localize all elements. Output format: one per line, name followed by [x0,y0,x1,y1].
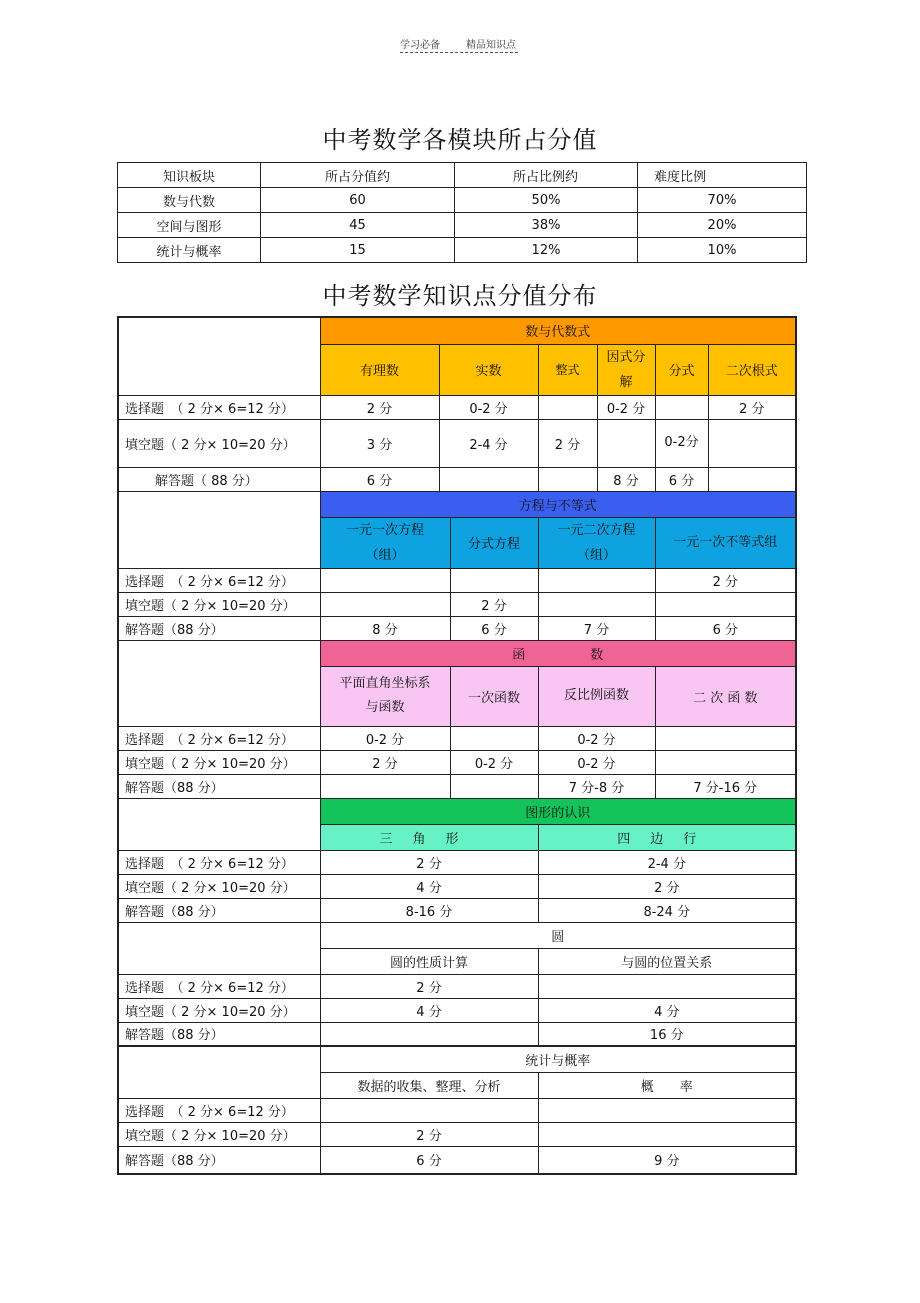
subtopic-cell: 整式 [538,344,597,395]
table-cell: 20% [638,213,807,238]
answer-row [118,616,796,640]
subtopic-cell: 分式方程 [450,517,538,568]
score-cell: 4 分 [538,998,796,1022]
subtopic-cell: 分式 [655,344,708,395]
choice-row [118,726,796,750]
table-cell: 统计与概率 [118,238,261,263]
score-cell: 8 分 [320,616,450,640]
header-cell: 知识板块 [118,163,261,188]
score-cell [538,467,597,491]
subtopic-cell: 圆的性质计算 [320,948,538,974]
row-label-answer: 解答题（88 分） [118,1022,320,1046]
section-title-circle: 圆 [320,922,796,948]
score-cell [655,592,796,616]
score-cell [320,592,450,616]
table-cell: 50% [455,188,638,213]
score-cell: 2 分 [538,874,796,898]
score-cell: 2 分 [320,750,450,774]
section-title-shapes: 图形的认识 [320,798,796,824]
row-label-choice: 选择题 （ 2 分× 6=12 分） [118,568,320,592]
row-label-fill: 填空题（ 2 分× 10=20 分） [118,1122,320,1146]
fill-row [118,592,796,616]
fill-row [118,419,796,467]
table-header-row [118,163,807,188]
score-cell: 8-24 分 [538,898,796,922]
row-label-choice: 选择题 （ 2 分× 6=12 分） [118,1098,320,1122]
score-cell: 2 分 [655,568,796,592]
subtopic-cell: 因式分解 [597,344,655,395]
section-header-row [118,491,796,517]
row-label-choice: 选择题 （ 2 分× 6=12 分） [118,726,320,750]
score-cell: 4 分 [320,998,538,1022]
row-label-answer: 解答题（88 分） [118,898,320,922]
table-cell: 15 [261,238,455,263]
module-score-table [117,162,807,263]
row-label-answer: 解答题（88 分） [118,616,320,640]
score-cell: 9 分 [538,1146,796,1174]
score-cell: 2 分 [708,395,796,419]
row-label-fill: 填空题（ 2 分× 10=20 分） [118,419,320,467]
score-cell [538,974,796,998]
table-cell: 38% [455,213,638,238]
header-divider [400,52,518,53]
score-cell: 0-2 分 [538,750,655,774]
score-cell [450,726,538,750]
score-cell: 6 分 [655,467,708,491]
blank-cell [118,922,320,974]
score-cell [439,467,538,491]
blank-cell [118,1046,320,1098]
table-cell: 60 [261,188,455,213]
score-cell [450,568,538,592]
subtopic-cell: 一次函数 [450,666,538,726]
row-label-answer: 解答题（88 分） [118,1146,320,1174]
score-cell: 2-4 分 [439,419,538,467]
row-label-fill: 填空题（ 2 分× 10=20 分） [118,750,320,774]
row-label-choice: 选择题 （ 2 分× 6=12 分） [118,395,320,419]
score-cell [538,1098,796,1122]
score-cell [538,592,655,616]
choice-row [118,395,796,419]
subtopic-cell: 二 次 函 数 [655,666,796,726]
subtopic-cell: 平面直角坐标系与函数 [320,666,450,726]
table-cell: 70% [638,188,807,213]
subtopic-cell: 一元一次不等式组 [655,517,796,568]
score-cell [597,419,655,467]
title-knowledge-distribution: 中考数学知识点分值分布 [322,282,598,310]
section-title-equations: 方程与不等式 [320,491,796,517]
score-cell [320,568,450,592]
page-header [400,36,518,51]
subtopic-cell: 四边行 [538,824,796,850]
fill-row [118,750,796,774]
score-cell: 0-2 分 [450,750,538,774]
score-cell: 7 分-16 分 [655,774,796,798]
knowledge-distribution-table [117,316,797,1175]
table-row [118,238,807,263]
table-row [118,213,807,238]
score-cell: 2 分 [320,395,439,419]
score-cell: 6 分 [320,467,439,491]
fill-row [118,874,796,898]
score-cell: 2 分 [320,1122,538,1146]
row-label-choice: 选择题 （ 2 分× 6=12 分） [118,850,320,874]
score-cell [708,419,796,467]
score-cell: 3 分 [320,419,439,467]
header-left: 学习必备 [400,40,440,51]
fill-row [118,1122,796,1146]
row-label-fill: 填空题（ 2 分× 10=20 分） [118,874,320,898]
fill-row [118,998,796,1022]
header-cell: 所占比例约 [455,163,638,188]
score-cell [320,1022,538,1046]
choice-row [118,568,796,592]
answer-row [118,467,796,491]
section-title-functions: 函 数 [320,640,796,666]
subtopic-cell: 一元一次方程（组） [320,517,450,568]
score-cell: 8-16 分 [320,898,538,922]
row-label-answer: 解答题（88 分） [118,774,320,798]
subtopic-cell: 数据的收集、整理、分析 [320,1072,538,1098]
score-cell: 4 分 [320,874,538,898]
score-cell [655,726,796,750]
score-cell [538,568,655,592]
score-cell: 16 分 [538,1022,796,1046]
score-cell: 2 分 [450,592,538,616]
subtopic-cell: 与圆的位置关系 [538,948,796,974]
score-cell: 7 分 [538,616,655,640]
table-cell: 45 [261,213,455,238]
section-title-number-algebra: 数与代数式 [320,317,796,344]
section-header-row [118,922,796,948]
row-label-fill: 填空题（ 2 分× 10=20 分） [118,998,320,1022]
subtopic-cell: 二次根式 [708,344,796,395]
row-label-fill: 填空题（ 2 分× 10=20 分） [118,592,320,616]
blank-cell [118,491,320,568]
score-cell: 6 分 [320,1146,538,1174]
score-cell: 0-2 分 [439,395,538,419]
header-right: 精品知识点 [466,40,516,51]
row-label-choice: 选择题 （ 2 分× 6=12 分） [118,974,320,998]
subtopic-cell: 一元二次方程（组） [538,517,655,568]
subtopic-cell: 概 率 [538,1072,796,1098]
header-cell: 所占分值约 [261,163,455,188]
score-cell [655,395,708,419]
score-cell: 7 分-8 分 [538,774,655,798]
score-cell: 2 分 [538,419,597,467]
score-cell: 0-2分 [655,419,708,467]
section-header-row [118,640,796,666]
subtopic-cell: 实数 [439,344,538,395]
section-header-row [118,798,796,824]
row-label-answer: 解答题（ 88 分） [118,467,320,491]
choice-row [118,1098,796,1122]
answer-row [118,898,796,922]
subtopic-cell: 有理数 [320,344,439,395]
blank-cell [118,317,320,395]
choice-row [118,974,796,998]
score-cell: 0-2 分 [320,726,450,750]
score-cell [320,774,450,798]
answer-row [118,1146,796,1174]
blank-cell [118,798,320,850]
table-cell: 数与代数 [118,188,261,213]
table-cell: 12% [455,238,638,263]
subtopic-cell: 反比例函数 [538,666,655,726]
score-cell: 2-4 分 [538,850,796,874]
score-cell [655,750,796,774]
score-cell: 2 分 [320,974,538,998]
answer-row [118,774,796,798]
blank-cell [118,640,320,726]
score-cell [708,467,796,491]
table-cell: 空间与图形 [118,213,261,238]
title-module-scores: 中考数学各模块所占分值 [322,126,598,154]
table-row [118,188,807,213]
choice-row [118,850,796,874]
section-title-statistics: 统计与概率 [320,1046,796,1072]
score-cell: 0-2 分 [538,726,655,750]
score-cell: 6 分 [655,616,796,640]
score-cell: 8 分 [597,467,655,491]
score-cell: 0-2 分 [597,395,655,419]
score-cell: 2 分 [320,850,538,874]
section-header-row [118,1046,796,1072]
answer-row [118,1022,796,1046]
score-cell [538,395,597,419]
score-cell [538,1122,796,1146]
header-cell: 难度比例 [638,163,807,188]
section-header-row [118,317,796,344]
score-cell [320,1098,538,1122]
subtopic-cell: 三角形 [320,824,538,850]
score-cell [450,774,538,798]
table-cell: 10% [638,238,807,263]
score-cell: 6 分 [450,616,538,640]
